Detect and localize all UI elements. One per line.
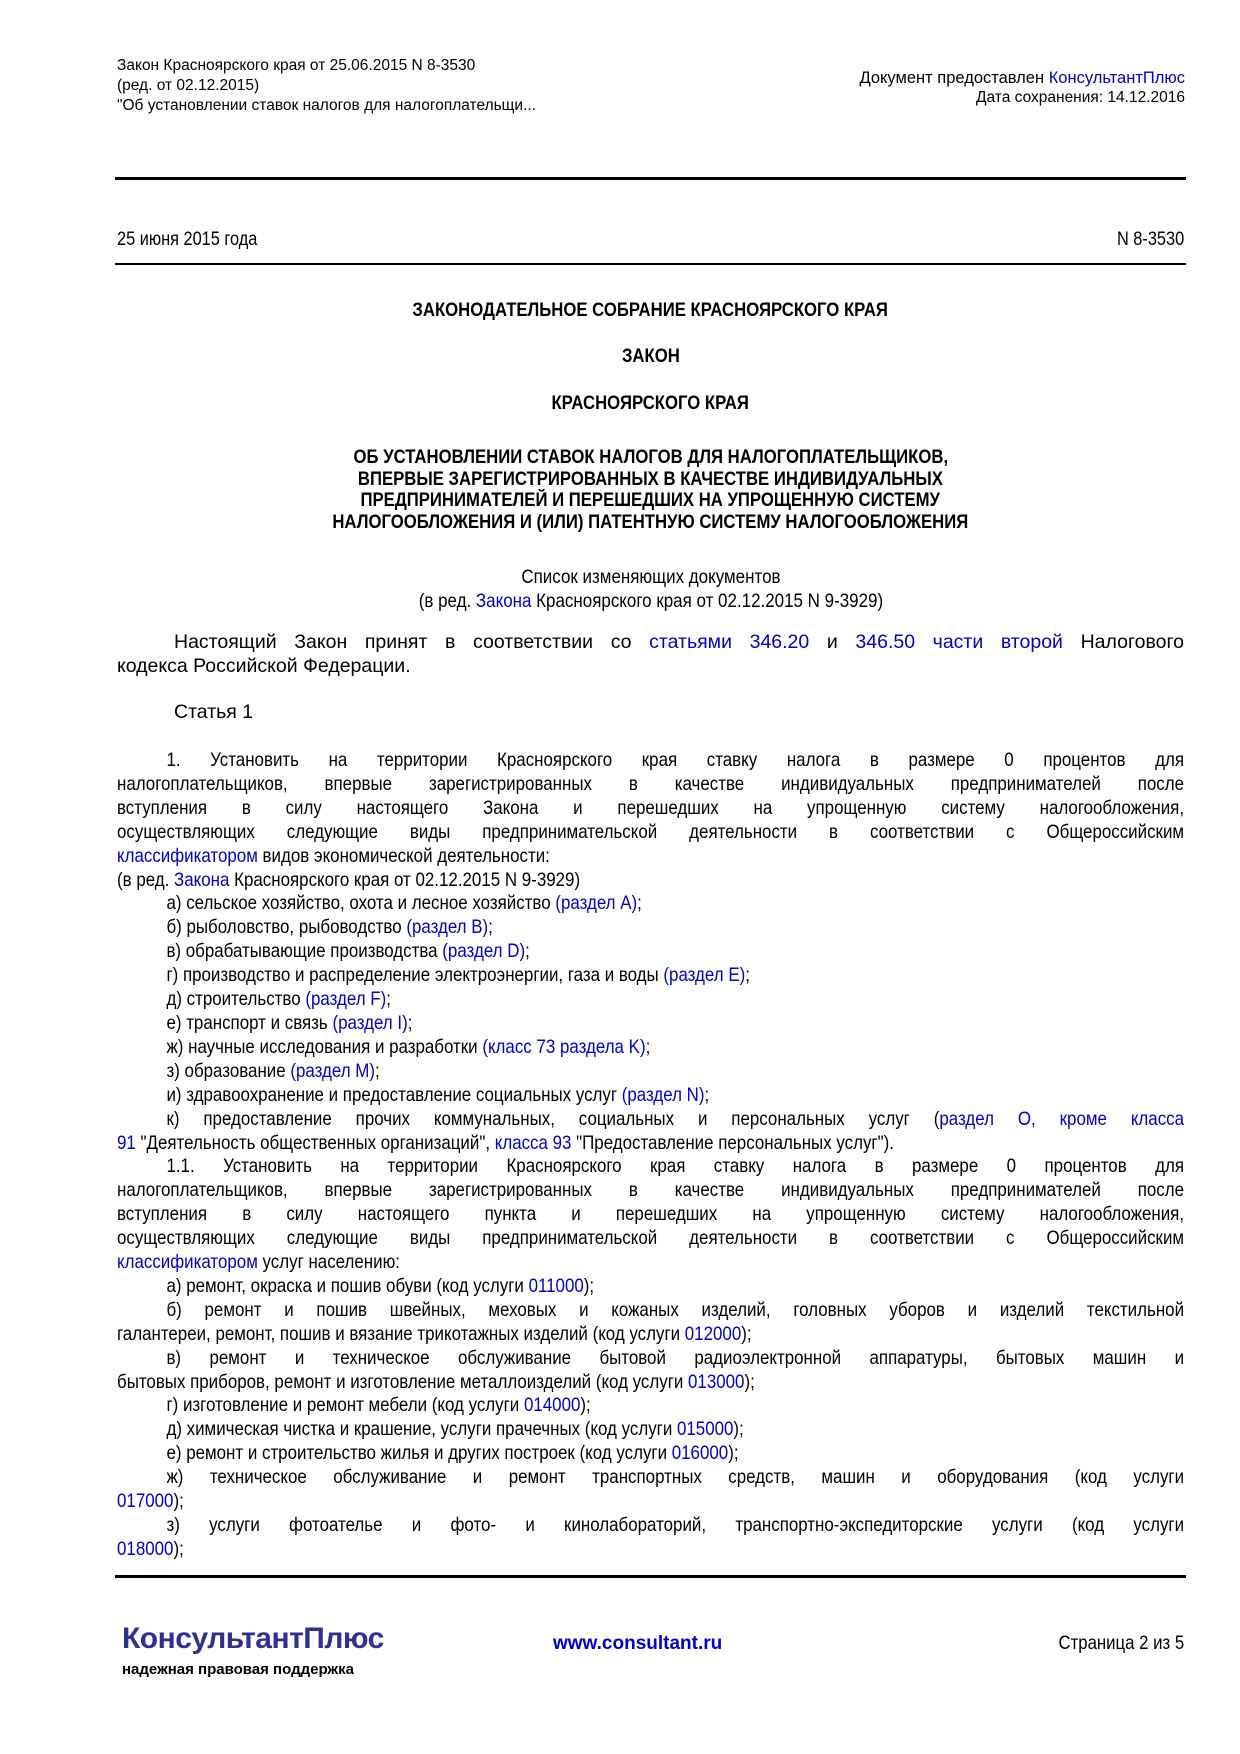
service-code-link[interactable]: 014000 [523, 1394, 581, 1417]
header-law-title: Закон Красноярского края от 25.06.2015 N 8-3530 [117, 57, 476, 74]
article-1-amendment-note: (в ред. Закона Красноярского края от 02.12.2015 N 9-3929) [117, 868, 581, 891]
list-item: и) здравоохранение и предоставление социальных услуг (раздел N); [166, 1083, 710, 1106]
list-item: д) строительство (раздел F); [166, 988, 391, 1011]
service-item: г) изготовление и ремонт мебели (код услуги 014000); [166, 1394, 591, 1417]
assembly-title: ЗАКОНОДАТЕЛЬНОЕ СОБРАНИЕ КРАСНОЯРСКОГО КРАЯ [412, 300, 889, 321]
article-1-body [117, 749, 1184, 1562]
service-item-continued: 018000); [117, 1537, 184, 1560]
service-item-continued: 017000); [117, 1490, 184, 1513]
section-o-link[interactable]: раздел O, кроме [939, 1107, 1107, 1130]
list-item: з) образование (раздел M); [166, 1059, 380, 1082]
document-provider-info [859, 68, 1185, 108]
region-heading: КРАСНОЯРСКОГО КРАЯ [551, 393, 750, 414]
service-item: е) ремонт и строительство жилья и других построек (код услуги 016000); [166, 1442, 739, 1465]
amending-law-link[interactable]: Закона [475, 590, 532, 612]
tax-code-articles-link[interactable]: статьями 346.20 [649, 631, 810, 653]
law-main-title: ОБ УСТАНОВЛЕНИИ СТАВОК НАЛОГОВ ДЛЯ НАЛОГОПЛАТЕЛЬЩИКОВ, ВПЕРВЫЕ ЗАРЕГИСТРИРОВАННЫХ В КАЧЕСТВЕ ИНДИВИДУАЛЬНЫХ ПРЕДПРИНИМАТЕЛЕЙ И ПЕРЕШЕДШИХ НА УПРОЩЕННУЮ СИСТЕМУ НАЛОГООБЛОЖЕНИЯ И (ИЛИ) ПАТЕНТНУЮ СИСТЕМУ НАЛОГООБЛОЖЕНИЯ [332, 447, 969, 533]
amendments-block: Список изменяющих документов (в ред. Закона Красноярского края от 02.12.2015 N 9-3929) [418, 566, 883, 612]
section-link[interactable]: (раздел N) [621, 1083, 705, 1106]
law-heading: ЗАКОН [621, 346, 680, 367]
service-item: б) ремонт и пошив швейных, меховых и кожаных изделий, головных уборов и изделий текстильной [166, 1298, 1185, 1321]
law-dateline [117, 229, 1184, 251]
service-item: в) ремонт и техническое обслуживание бытовой радиоэлектронной аппаратуры, бытовых машин и [166, 1346, 1185, 1369]
section-link[interactable]: (раздел E) [663, 964, 746, 987]
class-93-link[interactable]: класса 93 [494, 1131, 572, 1154]
service-code-link[interactable]: 015000 [676, 1418, 734, 1441]
law-number: N 8-3530 [1116, 229, 1184, 250]
consultant-website-link[interactable]: www.consultant.ru [553, 1633, 723, 1654]
service-code-link[interactable]: 011000 [528, 1274, 584, 1297]
list-item: а) сельское хозяйство, охота и лесное хозяйство (раздел А); [166, 892, 642, 915]
article-1-amending-law-link[interactable]: Закона [174, 868, 230, 891]
list-item: г) производство и распределение электроэнергии, газа и воды (раздел E); [166, 964, 750, 987]
law-date: 25 июня 2015 года [117, 229, 258, 250]
header-law-subject: "Об установлении ставок налогов для налогоплательщи... [117, 97, 537, 114]
service-code-link[interactable]: 018000 [117, 1537, 174, 1560]
service-code-link[interactable]: 017000 [117, 1490, 174, 1513]
header-divider [115, 177, 1186, 180]
tax-code-part-two-link[interactable]: 346.50 части второй [855, 631, 1063, 653]
service-item-continued: галантереи, ремонт, пошив и вязание трикотажных изделий (код услуги 012000); [117, 1322, 752, 1345]
section-link[interactable]: (раздел D) [442, 940, 526, 963]
list-item-k-continued: 91 "Деятельность общественных организаций", класса 93 "Предоставление персональных услуг"). [117, 1131, 894, 1154]
service-item: з) услуги фотоателье и фото- и кинолабораторий, транспортно-экспедиторские услуги (код услуги [166, 1514, 1185, 1536]
list-item-k: к) предоставление прочих коммунальных, социальных и персональных услуг (раздел O, кроме класса [166, 1107, 1185, 1130]
service-code-link[interactable]: 016000 [671, 1442, 729, 1465]
class-91-number-link[interactable]: 91 [117, 1131, 136, 1154]
section-link[interactable]: (раздел M) [290, 1059, 376, 1082]
logo-tagline: надежная правовая поддержка [122, 1661, 354, 1678]
section-link[interactable]: (раздел А) [555, 892, 638, 915]
preamble [117, 631, 1184, 679]
section-link[interactable]: (класс 73 раздела K) [482, 1035, 646, 1058]
activity-classifier-link[interactable]: классификатором [117, 844, 258, 867]
header-revision: (ред. от 02.12.2015) [117, 77, 260, 94]
section-link[interactable]: (раздел B) [406, 916, 489, 939]
dateline-divider [115, 263, 1186, 265]
section-link[interactable]: (раздел I) [332, 1011, 408, 1034]
service-item: а) ремонт, окраска и пошив обуви (код услуги 011000); [166, 1274, 595, 1297]
services-classifier-link[interactable]: классификатором [117, 1251, 258, 1274]
section-link[interactable]: (раздел F) [305, 988, 387, 1011]
footer-divider [115, 1575, 1186, 1578]
article-1-text: 1. Установить на территории Красноярского края ставку налога в размере 0 процентов для налогоплательщиков, впервые зарегистрированных в качестве индивидуальных предпринимателей после вступления в силу настоящего Закона и перешедших на упрощенную систему налогообложения, осуществляющих следующие виды предпринимательской деятельности в соответствии с Общероссийским классификатором видов экономической деятельности: (в ред. Закона Красноярского края от 02.12.2015 N 9-3929) а) сельское хозяйство, охота и лесное хозяйство (раздел А); б) рыболовство, рыбоводство (раздел B); в) обрабатывающие производства (раздел D); г) производство и распределение электроэнергии, газа и воды (раздел E); д) строительство (раздел F); е) транспорт и связь (раздел I); ж) научные исследования и разработки (класс 73 раздела K); з) образование (раздел M); и) здравоохранение и предоставление социальных услуг (раздел N); к) предоставление прочих коммунальных, социальных и персональных услуг (раздел O, кроме класса 91 "Деятельность общественных организаций", класса 93 "Предоставление персональных услуг"). 1.1. Установить на территории Красноярского края ставку налога в размере 0 процентов для налогоплательщиков, впервые зарегистрированных в качестве индивидуальных предпринимателей после вступления в силу настоящего пункта и перешедших на упрощенную систему налогообложения, осуществляющих следующие виды предпринимательской деятельности в соответствии с Общероссийским классификатором услуг населению: а) ремонт, окраска и пошив обуви (код услуги 011000); б) ремонт и пошив швейных, меховых и кожаных изделий, головных уборов и изделий текстильной галантереи, ремонт, пошив и вязание трикотажных изделий (код услуги 012000); в) ремонт и техническое обслуживание бытовой радиоэлектронной аппаратуры, бытовых машин и бытовых приборов, ремонт и изготовление металлоизделий (код услуги 013000); г) изготовление и ремонт мебели (код услуги 014000); д) химическая чистка и крашение, услуги прачечных (код услуги 015000); е) ремонт и строительство жилья и других построек (код услуги 016000); ж) техническое обслуживание и ремонт транспортных средств, машин и оборудования (код услуги 017000); з) услуги фотоателье и фото- и кинолабораторий, транспортно-экспедиторские услуги (код услуги 018000); [117, 749, 1185, 1560]
list-item: б) рыболовство, рыбоводство (раздел B); [166, 916, 493, 939]
service-item: ж) техническое обслуживание и ремонт транспортных средств, машин и оборудования (код услуги [166, 1466, 1185, 1489]
consultant-plus-link[interactable]: КонсультантПлюс [1048, 69, 1185, 87]
document-header-info [117, 56, 536, 116]
article-1-heading: Статья 1 [174, 701, 254, 723]
consultant-plus-logo: КонсультантПлюс [122, 1622, 384, 1655]
service-item-continued: бытовых приборов, ремонт и изготовление металлоизделий (код услуги 013000); [117, 1370, 755, 1393]
provided-by-label: Документ предоставлен [859, 69, 1049, 87]
page-indicator: Страница 2 из 5 [1058, 1632, 1184, 1654]
class-91-link[interactable]: класса [1130, 1107, 1185, 1130]
list-item: в) обрабатывающие производства (раздел D); [166, 940, 530, 963]
service-code-link[interactable]: 013000 [688, 1370, 745, 1393]
amendments-heading: Список изменяющих документов [520, 566, 781, 588]
list-item: ж) научные исследования и разработки (класс 73 раздела K); [166, 1035, 651, 1058]
preamble-line-2: кодекса Российской Федерации. [117, 654, 411, 677]
service-item: д) химическая чистка и крашение, услуги прачечных (код услуги 015000); [166, 1418, 744, 1441]
list-item: е) транспорт и связь (раздел I); [166, 1011, 413, 1034]
service-code-link[interactable]: 012000 [684, 1322, 742, 1345]
save-date: Дата сохранения: 14.12.2016 [976, 89, 1185, 106]
preamble-line-1: Настоящий Закон принят в соответствии со статьями 346.20 и 346.50 части второй Налогового [174, 631, 1184, 653]
